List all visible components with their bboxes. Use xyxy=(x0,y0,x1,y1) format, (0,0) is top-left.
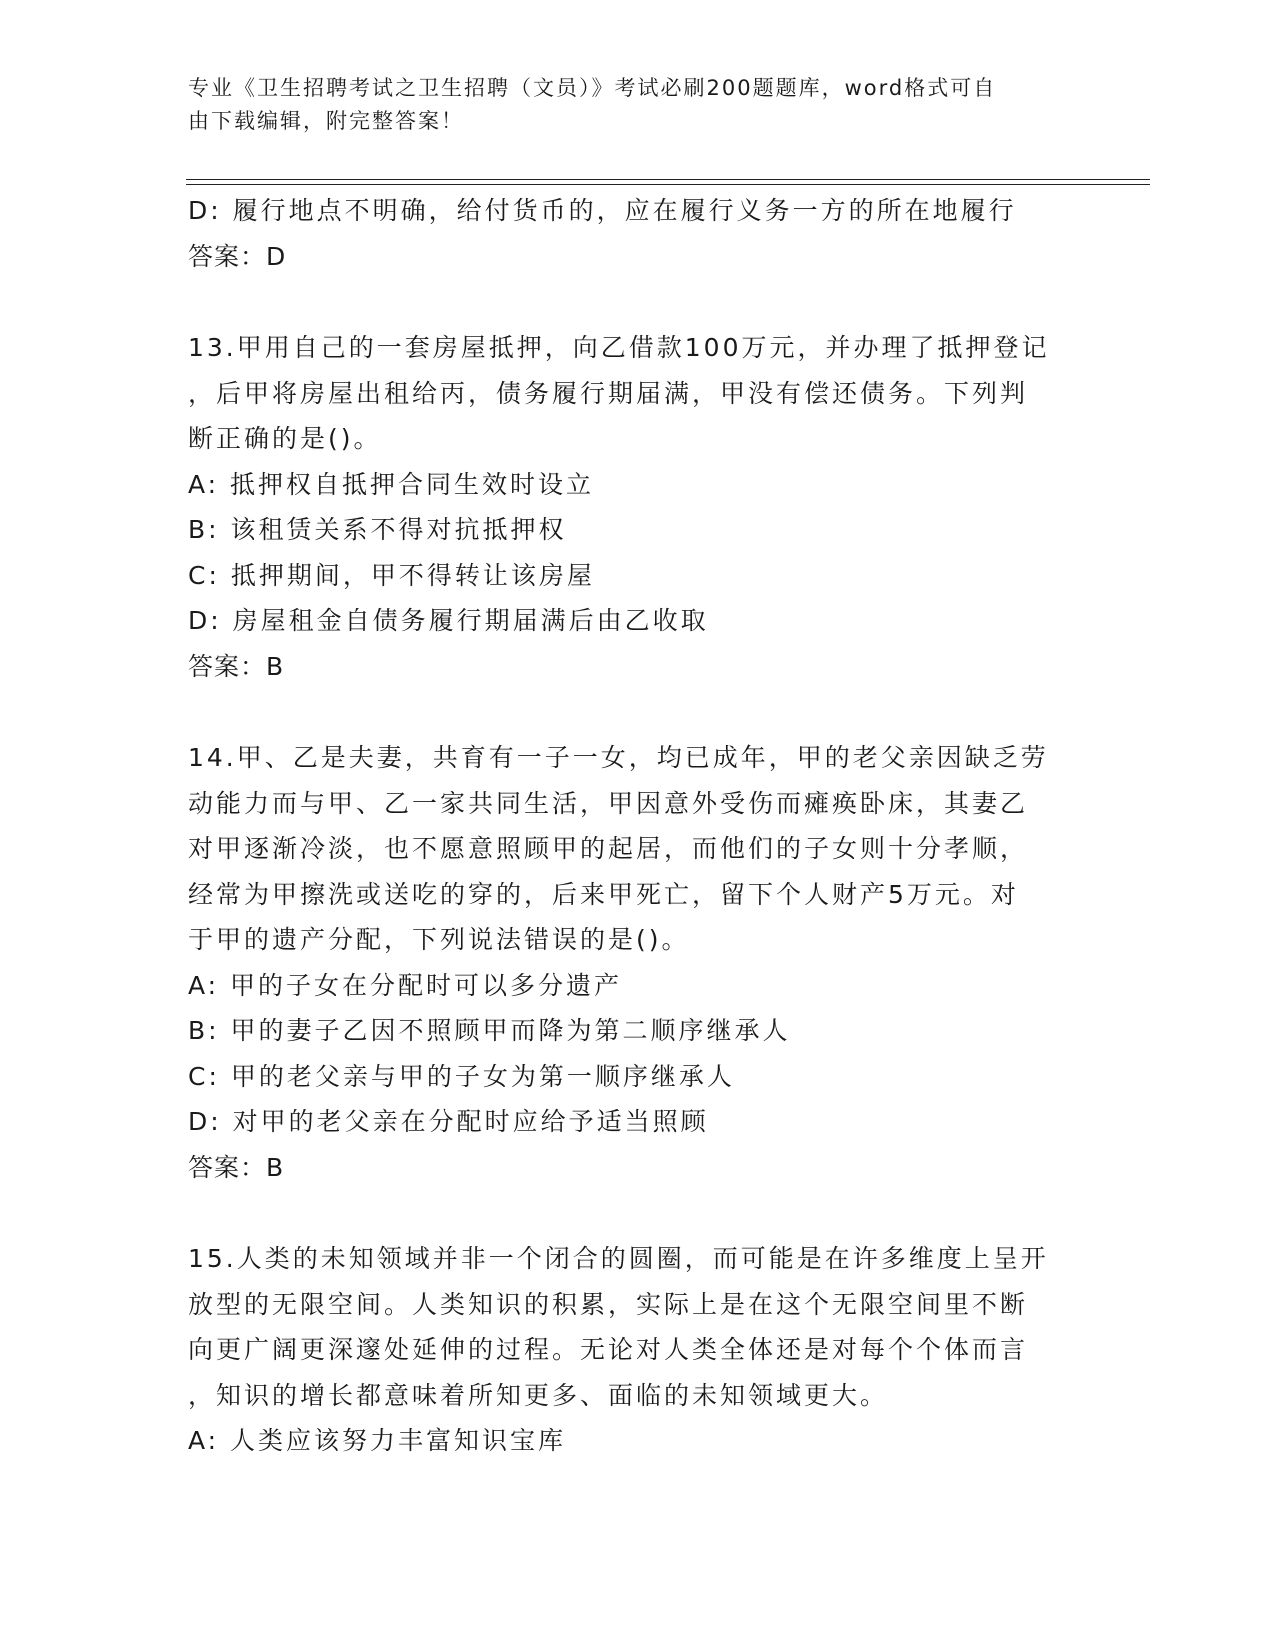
question-14-option-c: C: 甲的老父亲与甲的子女为第一顺序继承人 xyxy=(188,1061,735,1091)
question-15-option-a: A: 人类应该努力丰富知识宝库 xyxy=(188,1426,567,1455)
question-14-stem-line: 动能力而与甲、乙一家共同生活，甲因意外受伤而瘫痪卧床，其妻乙 xyxy=(188,788,1029,818)
question-15-stem-line: ，知识的增长都意味着所知更多、面临的未知领域更大。 xyxy=(188,1380,889,1410)
question-13-stem-line: 13.甲用自己的一套房屋抵押，向乙借款100万元，并办理了抵押登记 xyxy=(188,333,1050,362)
question-13-option-d: D: 房屋租金自债务履行期届满后由乙收取 xyxy=(188,606,709,635)
spacer xyxy=(188,689,1088,735)
question-15-stem-line: 15.人类的未知领域并非一个闭合的圆圈，而可能是在许多维度上呈开 xyxy=(188,1244,1049,1273)
question-13-option-c: C: 抵押期间，甲不得转让该房屋 xyxy=(188,560,595,590)
question-14-option-b: B: 甲的妻子乙因不照顾甲而降为第二顺序继承人 xyxy=(188,1016,791,1045)
header-title-line-1: 专业《卫生招聘考试之卫生招聘（文员）》考试必刷200题题库，word格式可自 xyxy=(188,76,997,100)
question-15 xyxy=(188,1236,1088,1464)
question-13-option-b: B: 该租赁关系不得对抗抵押权 xyxy=(188,515,567,544)
question-12-answer: 答案：D xyxy=(188,241,287,271)
question-13-answer: 答案：B xyxy=(188,651,285,681)
question-14-stem-line: 经常为甲擦洗或送吃的穿的，后来甲死亡，留下个人财产5万元。对 xyxy=(188,879,1019,909)
question-13-stem-line: 断正确的是()。 xyxy=(188,424,382,453)
question-13-option-a: A: 抵押权自抵押合同生效时设立 xyxy=(188,469,595,499)
question-12-option-d: D: 履行地点不明确，给付货币的，应在履行义务一方的所在地履行 xyxy=(188,196,1017,225)
question-13 xyxy=(188,325,1088,689)
page-header xyxy=(188,72,1088,138)
question-14-stem-line: 于甲的遗产分配，下列说法错误的是()。 xyxy=(188,925,690,954)
spacer xyxy=(188,279,1088,325)
header-divider-top xyxy=(186,179,1150,180)
question-15-stem-line: 向更广阔更深邃处延伸的过程。无论对人类全体还是对每个个体而言 xyxy=(188,1335,1029,1364)
question-12-tail xyxy=(188,188,1088,279)
header-divider-bottom xyxy=(186,184,1150,185)
question-14-option-a: A: 甲的子女在分配时可以多分遗产 xyxy=(188,970,623,1000)
question-content xyxy=(188,188,1088,1464)
spacer xyxy=(188,1190,1088,1236)
question-14-answer: 答案：B xyxy=(188,1152,285,1182)
question-14-stem-line: 14.甲、乙是夫妻，共育有一子一女，均已成年，甲的老父亲因缺乏劳 xyxy=(188,743,1049,772)
question-15-stem-line: 放型的无限空间。人类知识的积累，实际上是在这个无限空间里不断 xyxy=(188,1289,1029,1319)
question-14 xyxy=(188,735,1088,1190)
question-13-stem-line: ，后甲将房屋出租给丙，债务履行期届满，甲没有偿还债务。下列判 xyxy=(188,378,1029,408)
question-14-stem-line: 对甲逐渐冷淡，也不愿意照顾甲的起居，而他们的子女则十分孝顺， xyxy=(188,834,1029,863)
header-title-line-2: 由下载编辑，附完整答案！ xyxy=(188,109,464,133)
question-14-option-d: D: 对甲的老父亲在分配时应给予适当照顾 xyxy=(188,1107,709,1136)
